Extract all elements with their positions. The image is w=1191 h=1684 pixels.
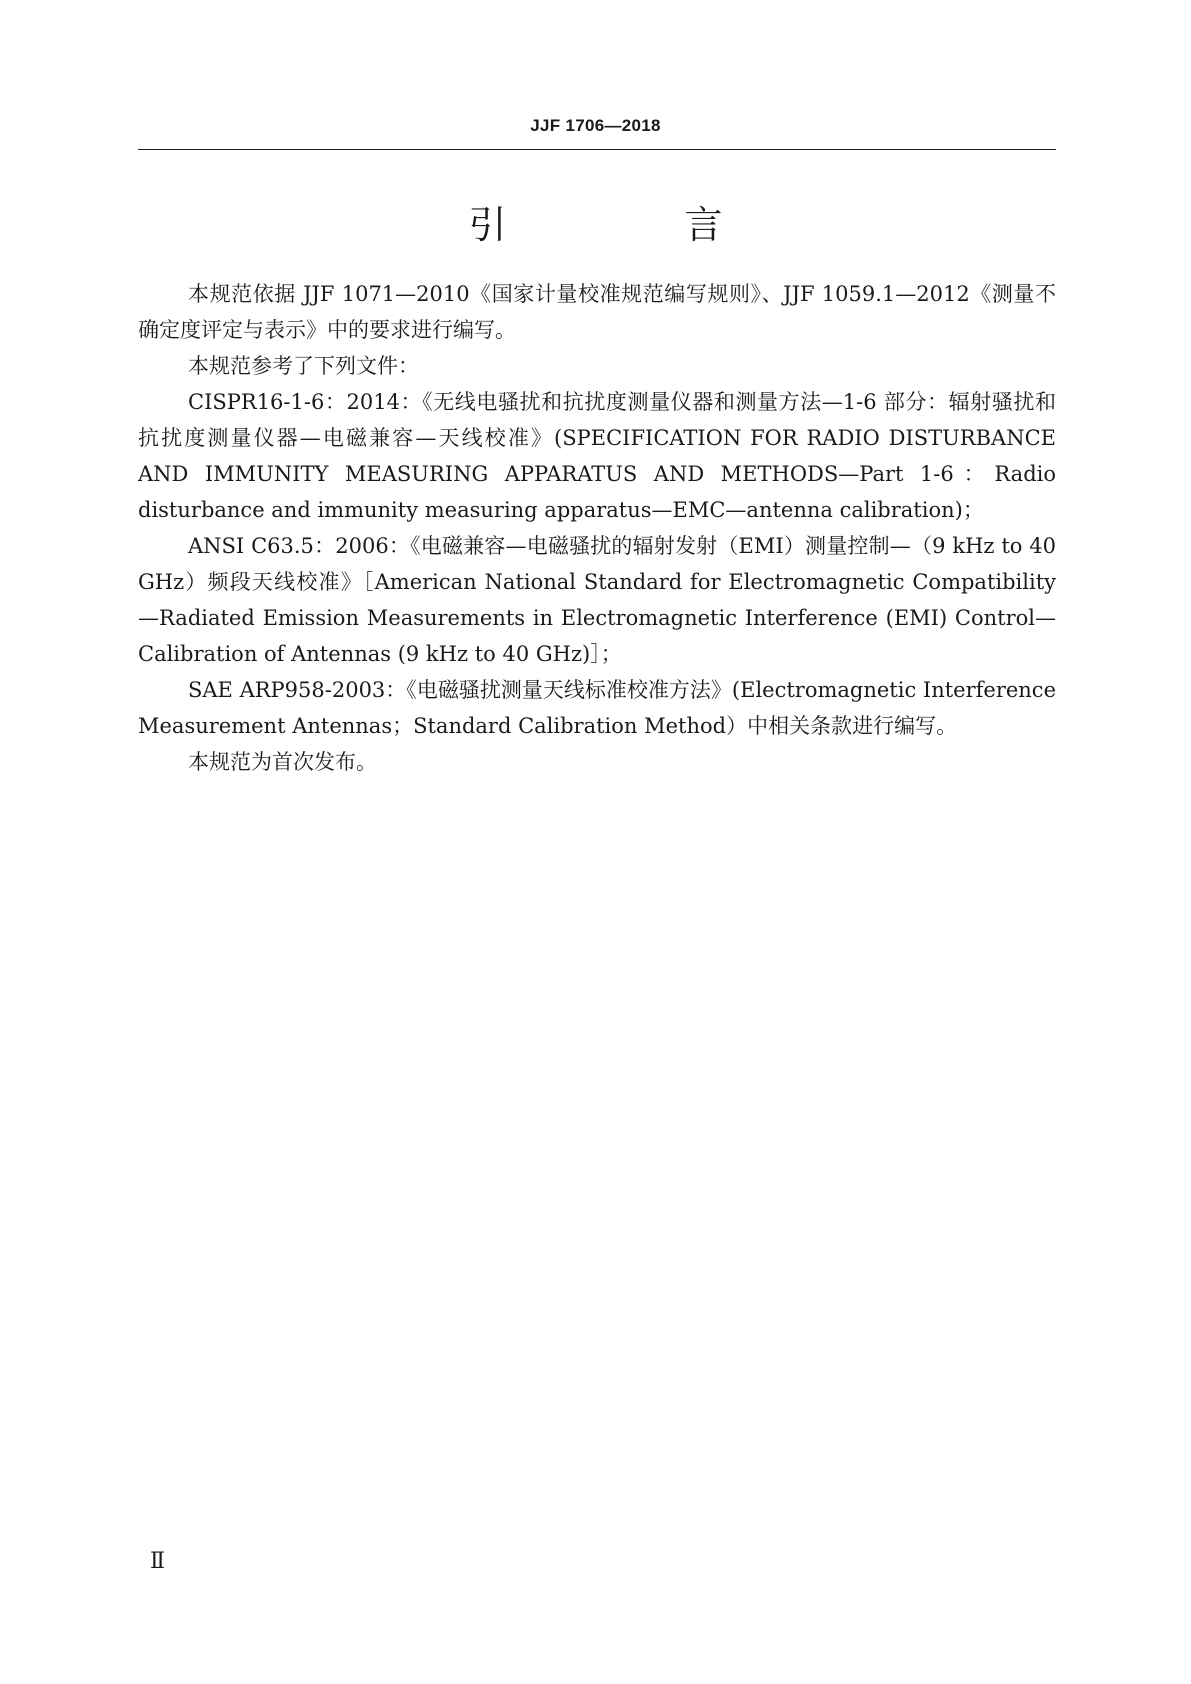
page-number: Ⅱ [150,1548,165,1573]
standard-code-header: JJF 1706—2018 [530,116,661,135]
header-divider [138,149,1056,150]
paragraph-reference-cispr: CISPR16-1-6：2014：《无线电骚扰和抗扰度测量仪器和测量方法—1-6 部分：辐射骚扰和抗扰度测量仪器—电磁兼容—天线校准》(SPECIFICATION FOR RADIO DISTURBANCE AND IMMUNITY MEASURING APPARATUS AND METHODS—Part 1-6：Radio disturbance and immunity measuring apparatus—EMC—antenna calibration)； [138,390,1056,522]
page-title: 引 言 [468,203,793,247]
paragraph-reference-sae: SAE ARP958-2003：《电磁骚扰测量天线标准校准方法》(Electromagnetic Interference Measurement Antennas；Standard Calibration Method）中相关条款进行编写。 [138,678,1056,738]
paragraph-first-release: 本规范为首次发布。 [188,750,377,774]
document-body [138,276,1056,780]
paragraph-references-intro: 本规范参考了下列文件： [188,354,419,378]
paragraph-basis: 本规范依据 JJF 1071—2010《国家计量校准规范编写规则》、JJF 1059.1—2012《测量不确定度评定与表示》中的要求进行编写。 [138,282,1056,342]
paragraph-reference-ansi: ANSI C63.5：2006：《电磁兼容—电磁骚扰的辐射发射（EMI）测量控制—（9 kHz to 40 GHz）频段天线校准》［American National Standard for Electromagnetic Compatibility—Radiated Emission Measurements in Electromagnetic Interference (EMI) Control—Calibration of Antennas (9 kHz to 40 GHz)］； [138,534,1056,666]
